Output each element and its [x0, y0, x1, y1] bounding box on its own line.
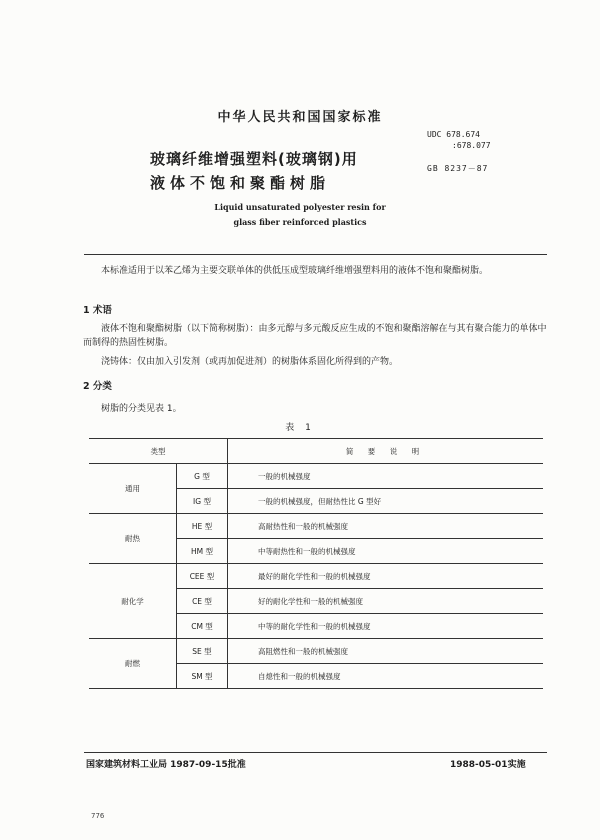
description-cell: 一般的机械强度: [228, 464, 544, 489]
header-divider: [84, 254, 547, 255]
description-cell: 高耐热性和一般的机械强度: [228, 514, 544, 539]
description-cell: 中等耐热性和一般的机械强度: [228, 539, 544, 564]
description-cell: 中等的耐化学性和一般的机械强度: [228, 614, 544, 639]
group-general: 通用: [89, 464, 177, 514]
term-definition-resin: 液体不饱和聚酯树脂（以下简称树脂）：由多元醇与多元酸反应生成的不饱和聚酯溶解在与其有聚合能力的单体中而制得的热固性树脂。: [83, 324, 547, 348]
udc-code-line1: UDC 678.674: [427, 130, 480, 139]
description-cell: 高阻燃性和一般的机械强度: [228, 639, 544, 664]
document-title-line1: 玻璃纤维增强塑料(玻璃钢)用: [150, 150, 358, 168]
page-number: 776: [91, 812, 105, 820]
type-cell: HE 型: [177, 514, 228, 539]
group-flame-resistant: 耐燃: [89, 639, 177, 689]
table-header-row: [89, 439, 543, 464]
document-title-line2: 液体不饱和聚酯树脂: [150, 174, 331, 192]
table-row: [89, 514, 543, 539]
description-cell: 一般的机械强度，但耐热性比 G 型好: [228, 489, 544, 514]
table-row: [89, 464, 543, 489]
section-2-heading: 2 分类: [83, 381, 112, 392]
gb-standard-number: GB 8237－87: [427, 164, 489, 173]
national-standard-heading: 中华人民共和国国家标准: [217, 110, 383, 125]
group-heat-resistant: 耐热: [89, 514, 177, 564]
header-category: 类型: [89, 439, 228, 464]
type-cell: CM 型: [177, 614, 228, 639]
implementation-date: 1988-05-01实施: [450, 760, 526, 770]
english-title-line2: glass fiber reinforced plastics: [233, 217, 367, 227]
classification-paragraph: 树脂的分类见表 1。: [101, 404, 182, 414]
classification-table: [89, 438, 543, 689]
section-1-heading: 1 术语: [83, 305, 112, 316]
description-cell: 自熄性和一般的机械强度: [228, 664, 544, 689]
table-row: [89, 639, 543, 664]
type-cell: SM 型: [177, 664, 228, 689]
header-description: 简 要 说 明: [228, 439, 544, 464]
table-caption: 表 1: [285, 423, 315, 433]
type-cell: G 型: [177, 464, 228, 489]
type-cell: CE 型: [177, 589, 228, 614]
table-row: [89, 564, 543, 589]
group-chemical-resistant: 耐化学: [89, 564, 177, 639]
footer-divider: [84, 752, 547, 753]
approval-text: 国家建筑材料工业局 1987-09-15批准: [86, 760, 246, 770]
intro-paragraph: 本标准适用于以苯乙烯为主要交联单体的供低压成型玻璃纤维增强塑料用的液体不饱和聚酯树脂。: [101, 266, 489, 276]
type-cell: SE 型: [177, 639, 228, 664]
type-cell: CEE 型: [177, 564, 228, 589]
description-cell: 最好的耐化学性和一般的机械强度: [228, 564, 544, 589]
english-title-line1: Liquid unsaturated polyester resin for: [214, 202, 386, 212]
type-cell: IG 型: [177, 489, 228, 514]
term-definition-casting: 浇铸体：仅由加入引发剂（或再加促进剂）的树脂体系固化所得到的产物。: [101, 357, 399, 367]
type-cell: HM 型: [177, 539, 228, 564]
udc-code-line2: :678.077: [452, 141, 491, 150]
description-cell: 好的耐化学性和一般的机械强度: [228, 589, 544, 614]
